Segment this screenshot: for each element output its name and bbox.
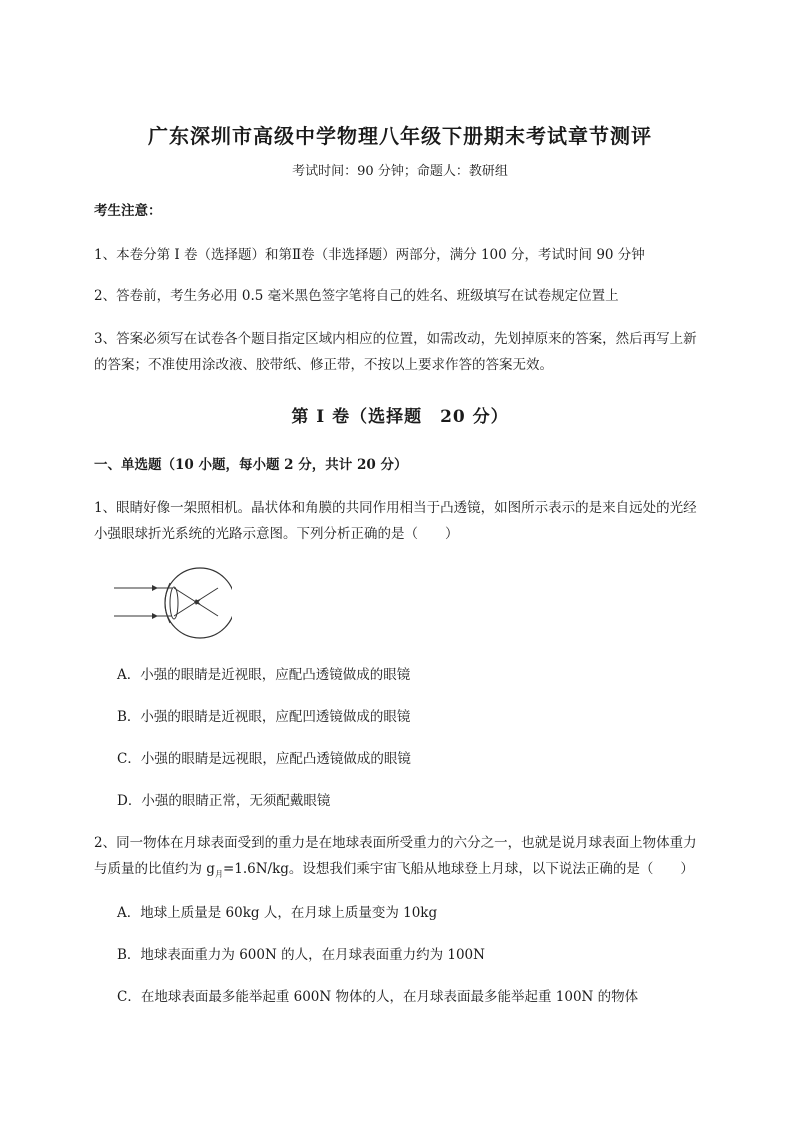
notice-item-2: 2、答卷前，考生务必用 0.5 毫米黑色签字笔将自己的姓名、班级填写在试卷规定位置上 <box>94 288 619 304</box>
question-1-line-2: 小强眼球折光系统的光路示意图。下列分析正确的是（ ） <box>94 526 459 542</box>
question-2-option-a: A．地球上质量是 60kg 人，在月球上质量变为 10kg <box>117 905 438 921</box>
section-title: 第 I 卷（选择题 20 分） <box>291 407 509 427</box>
notice-item-1: 1、本卷分第 I 卷（选择题）和第Ⅱ卷（非选择题）两部分，满分 100 分，考试时间 90 分钟 <box>94 247 645 263</box>
question-2-line-2-start: 与质量的比值约为 g <box>94 861 215 877</box>
question-1-line-1: 1、眼睛好像一架照相机。晶状体和角膜的共同作用相当于凸透镜，如图所示表示的是来自远处的光经 <box>94 500 697 516</box>
question-2-line-2 <box>94 856 714 888</box>
part-heading: 一、单选题（10 小题，每小题 2 分，共计 20 分） <box>94 457 408 473</box>
exam-subtitle: 考试时间：90 分钟；命题人：教研组 <box>292 164 508 179</box>
notice-item-3-cont: 的答案；不准使用涂改液、胶带纸、修正带，不按以上要求作答的答案无效。 <box>94 357 553 373</box>
exam-title: 广东深圳市高级中学物理八年级下册期末考试章节测评 <box>148 124 652 148</box>
question-2-option-c: C．在地球表面最多能举起重 600N 物体的人，在月球表面最多能举起重 100N 的物体 <box>117 989 639 1005</box>
question-1-option-c: C．小强的眼睛是远视眼，应配凸透镜做成的眼镜 <box>117 751 411 767</box>
notice-heading: 考生注意： <box>94 203 162 219</box>
question-1-option-b: B．小强的眼睛是近视眼，应配凹透镜做成的眼镜 <box>117 709 411 725</box>
question-2-option-b: B．地球表面重力为 600N 的人，在月球表面重力约为 100N <box>117 947 485 963</box>
moon-subscript: 月 <box>214 869 223 879</box>
question-1-option-d: D．小强的眼睛正常，无须配戴眼镜 <box>117 793 331 809</box>
notice-item-3: 3、答案必须写在试卷各个题目指定区域内相应的位置，如需改动，先划掉原来的答案，然后再写上新 <box>94 331 697 347</box>
eye-diagram <box>112 565 232 645</box>
question-2-line-2-end: =1.6N/kg。设想我们乘宇宙飞船从地球登上月球，以下说法正确的是（ ） <box>222 861 694 877</box>
question-2-line-1: 2、同一物体在月球表面受到的重力是在地球表面所受重力的六分之一，也就是说月球表面上物体重力 <box>94 835 697 851</box>
question-1-option-a: A．小强的眼睛是近视眼，应配凸透镜做成的眼镜 <box>117 667 411 683</box>
